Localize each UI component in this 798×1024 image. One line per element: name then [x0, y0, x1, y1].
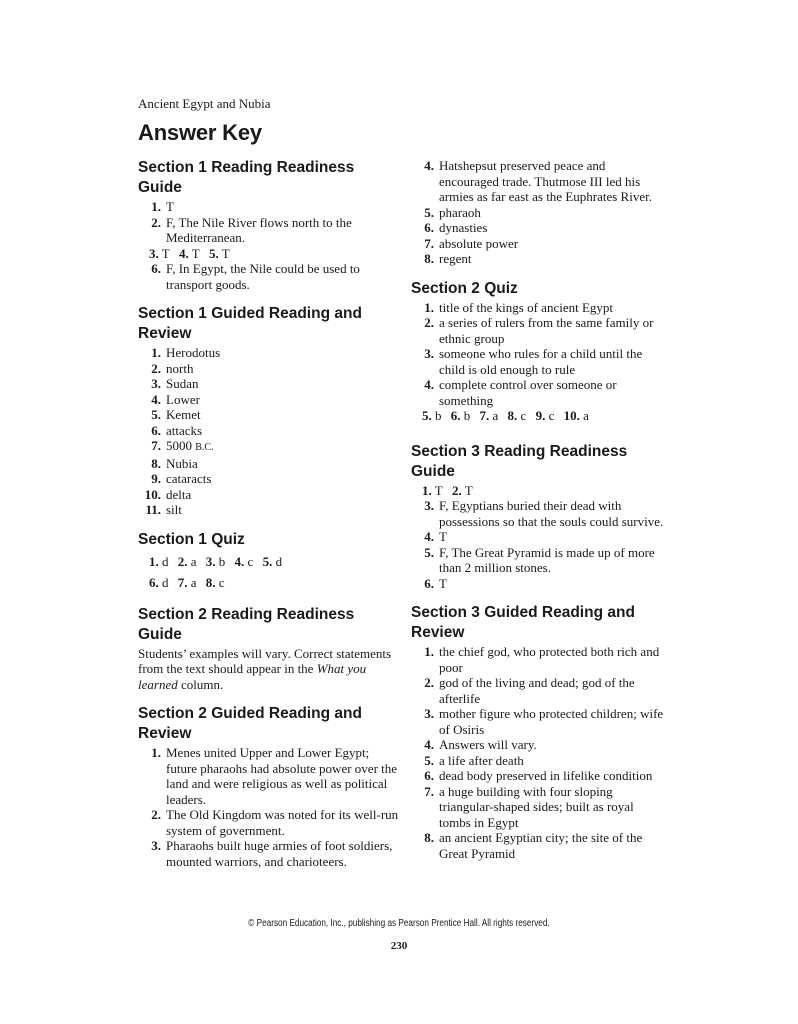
- section-heading: Section 1 Reading Readiness Guide: [138, 159, 355, 196]
- list-item: 1. the chief god, who protected both rich and poor: [424, 644, 660, 675]
- list-item: 8. regent: [424, 251, 472, 266]
- copyright-footer: © Pearson Education, Inc., publishing as Pearson Prentice Hall. All rights reserved.: [248, 918, 550, 929]
- section-1-quiz: [138, 530, 400, 593]
- list-item: 4. Answers will vary.: [424, 737, 537, 752]
- list-item: 7. a huge building with four sloping triangular-shaped sides; built as royal tombs in Egypt: [424, 783, 634, 830]
- list-item: 3. someone who rules for a child until the child is old enough to rule: [424, 346, 643, 377]
- inline-answers: 1. d 2. a 3. b 4. c 5. d: [149, 553, 283, 569]
- section-heading: Section 2 Guided Reading and Review: [138, 705, 362, 742]
- list-item: 1. Herodotus: [151, 345, 221, 360]
- section-3-guided-reading: [411, 603, 667, 861]
- inline-answers: 1. T 2. T: [422, 482, 473, 498]
- section-2-guided-reading: [138, 704, 400, 869]
- inline-answers: 5. b 6. b 7. a 8. c 9. c 10. a: [422, 408, 589, 423]
- list-item: 2. god of the living and dead; god of the afterlife: [424, 675, 635, 706]
- list-item: 8. Nubia: [151, 455, 198, 471]
- section-heading: Section 2 Reading Readiness Guide: [138, 605, 355, 643]
- list-item: 3. Pharaohs built huge armies of foot soldiers, mounted warriors, and charioteers.: [151, 838, 393, 869]
- section-1-reading-readiness: [138, 158, 400, 292]
- answer-paragraph: Students’ examples will vary. Correct statements from the text should appear in the What you learned column.: [138, 645, 392, 692]
- list-item: 5. a life after death: [424, 752, 524, 768]
- section-2-guided-reading-continued: [411, 158, 667, 267]
- list-item: 6. dynasties: [424, 220, 488, 235]
- section-heading: Section 3 Guided Reading and Review: [411, 604, 635, 641]
- list-item: 4. Lower: [151, 391, 200, 407]
- list-item: 4. complete control over someone or something: [424, 377, 617, 408]
- list-item: 2. a series of rulers from the same family or ethnic group: [424, 315, 654, 346]
- list-item: 3. mother figure who protected children; wife of Osiris: [424, 706, 664, 737]
- list-item: 6. dead body preserved in lifelike condition: [424, 768, 653, 783]
- section-2-quiz: [411, 279, 667, 424]
- page-title: Answer Key: [138, 120, 262, 145]
- section-heading: Section 1 Guided Reading and Review: [138, 305, 362, 342]
- inline-answers: 6. d 7. a 8. c: [149, 574, 225, 590]
- page-number: 230: [390, 940, 408, 952]
- section-3-reading-readiness: [411, 442, 667, 592]
- list-item: 5. pharaoh: [424, 204, 481, 220]
- list-item: 11. silt: [145, 502, 182, 517]
- list-item: 7. 5000 B.C.: [151, 438, 214, 453]
- running-head: Ancient Egypt and Nubia: [138, 96, 271, 111]
- section-heading: Section 1 Quiz: [138, 530, 245, 548]
- list-item: 9. cataracts: [151, 471, 212, 486]
- section-heading: Section 3 Reading Readiness Guide: [411, 442, 628, 480]
- list-item: 6. attacks: [151, 422, 203, 438]
- list-item: 10. delta: [144, 486, 192, 502]
- list-item: 6. T: [424, 575, 447, 591]
- list-item: 4. Hatshepsut preserved peace and encouraged trade. Thutmose III led his armies as far east as the Euphrates River.: [424, 158, 652, 204]
- list-item: 2. The Old Kingdom was noted for its well-run system of government.: [151, 807, 399, 838]
- list-item: 6. F, In Egypt, the Nile could be used to transport goods.: [151, 261, 360, 292]
- list-item: 4. T: [424, 529, 447, 544]
- inline-answers: 3. T 4. T 5. T: [149, 245, 230, 261]
- section-1-guided-reading: [138, 304, 400, 518]
- right-column: [411, 158, 667, 873]
- list-item: 2. F, The Nile River flows north to the Mediterranean.: [151, 214, 352, 245]
- list-item: 3. Sudan: [151, 376, 199, 391]
- list-item: 1. Menes united Upper and Lower Egypt; future pharaohs had absolute power over the land and were religious as well as political leaders.: [151, 745, 398, 807]
- section-2-reading-readiness: [138, 605, 400, 693]
- left-column: [138, 158, 400, 881]
- list-item: 7. absolute power: [424, 235, 519, 251]
- list-item: 1. T: [151, 199, 174, 214]
- list-item: 5. Kemet: [151, 407, 201, 422]
- list-item: 2. north: [151, 360, 194, 376]
- list-item: 8. an ancient Egyptian city; the site of the Great Pyramid: [424, 830, 643, 861]
- list-item: 3. F, Egyptians buried their dead with possessions so that the souls could survive.: [424, 498, 664, 529]
- list-item: 1. title of the kings of ancient Egypt: [424, 299, 614, 315]
- list-item: 5. F, The Great Pyramid is made up of more than 2 million stones.: [424, 544, 655, 575]
- section-heading: Section 2 Quiz: [411, 279, 518, 297]
